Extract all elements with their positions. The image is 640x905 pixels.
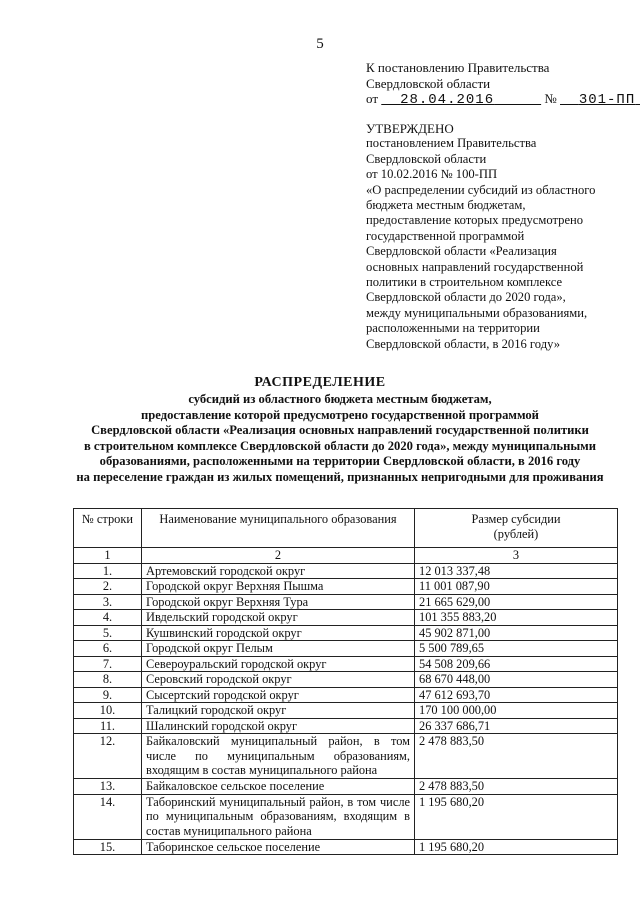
table-row (74, 734, 618, 779)
approved-line: постановлением Правительства (366, 136, 537, 151)
decree-line-1: К постановлению Правительства (366, 60, 550, 75)
subsidy-amount: 54 508 209,66 (415, 656, 618, 672)
row-number: 8. (74, 672, 142, 688)
table-row (74, 625, 618, 641)
approved-line: расположенными на территории (366, 321, 540, 336)
table-row (74, 610, 618, 626)
table-row (74, 563, 618, 579)
row-number: 5. (74, 625, 142, 641)
header-amount-line2: (рублей) (493, 526, 539, 541)
approved-line: основных направлений государственной (366, 259, 584, 274)
distribution-subtitle (60, 392, 620, 485)
subtitle-line: в строительном комплексе Свердловской области до 2020 года», между муниципальными (83, 438, 597, 453)
header-amount-line1: Размер субсидии (471, 512, 561, 526)
table-row (74, 687, 618, 703)
subsidy-amount: 45 902 871,00 (415, 625, 618, 641)
municipality-name: Городской округ Пелым (142, 641, 415, 657)
subsidy-amount: 1 195 680,20 (415, 839, 618, 855)
approved-block (366, 121, 628, 352)
approved-line: Свердловской области до 2020 года», (366, 290, 566, 305)
header-row-number: № строки (74, 509, 142, 548)
approved-line: государственной программой (366, 228, 525, 243)
decree-from-prefix: от (366, 91, 379, 106)
subtitle-line: субсидий из областного бюджета местным бюджетам, (188, 392, 492, 406)
decree-number: 301-ПП (578, 92, 636, 108)
row-number: 9. (74, 687, 142, 703)
subtitle-line: на переселение граждан из жилых помещений, признанных непригодными для проживания (76, 469, 604, 484)
subsidy-amount: 170 100 000,00 (415, 703, 618, 719)
subsidy-amount: 1 195 680,20 (415, 794, 618, 839)
municipality-name: Байкаловское сельское поселение (142, 779, 415, 795)
subsidy-amount: 26 337 686,71 (415, 718, 618, 734)
table-row (74, 718, 618, 734)
table-row (74, 672, 618, 688)
row-number: 12. (74, 734, 142, 779)
row-number: 15. (74, 839, 142, 855)
row-number: 7. (74, 656, 142, 672)
column-number: 1 (74, 548, 142, 564)
approved-line: предоставление которых предусмотрено (366, 213, 584, 228)
column-number: 3 (415, 548, 618, 564)
row-number: 11. (74, 718, 142, 734)
municipality-name: Городской округ Верхняя Тура (142, 594, 415, 610)
decree-line-2: Свердловской области (366, 75, 491, 91)
municipality-name: Кушвинский городской округ (142, 625, 415, 641)
approved-line: Свердловской области, в 2016 году» (366, 336, 561, 351)
approved-title: УТВЕРЖДЕНО (366, 121, 454, 136)
row-number: 6. (74, 641, 142, 657)
row-number: 4. (74, 610, 142, 626)
row-number: 1. (74, 563, 142, 579)
approved-line: между муниципальными образованиями, (366, 305, 588, 320)
table-row (74, 656, 618, 672)
page-number: 5 (316, 36, 324, 52)
subsidy-amount: 12 013 337,48 (415, 563, 618, 579)
table-row (74, 641, 618, 657)
municipality-name: Североуральский городской округ (142, 656, 415, 672)
decree-date-number (366, 91, 636, 109)
header-amount (415, 509, 618, 548)
approved-line: политики в строительном комплексе (366, 275, 563, 290)
subsidy-amount: 11 001 087,90 (415, 579, 618, 595)
municipality-name: Таборинский муниципальный район, в том числе по муниципальным образованиям, входящим в состав муниципального района (142, 794, 415, 839)
subsidy-amount: 2 478 883,50 (415, 779, 618, 795)
table-header-row (74, 509, 618, 548)
municipality-name: Талицкий городской округ (142, 703, 415, 719)
subsidy-amount: 68 670 448,00 (415, 672, 618, 688)
subtitle-line: предоставление которой предусмотрено государственной программой (141, 407, 539, 422)
approved-line: Свердловской области (366, 151, 487, 166)
row-number: 14. (74, 794, 142, 839)
table-row (74, 779, 618, 795)
subsidy-table (73, 508, 618, 855)
decree-date: 28.04.2016 (400, 92, 495, 108)
row-number: 3. (74, 594, 142, 610)
municipality-name: Ивдельский городской округ (142, 610, 415, 626)
row-number: 2. (74, 579, 142, 595)
table-row (74, 579, 618, 595)
approved-line: от 10.02.2016 № 100-ПП (366, 167, 498, 182)
table-row (74, 839, 618, 855)
table-row (74, 594, 618, 610)
header-municipality: Наименование муниципального образования (142, 509, 415, 548)
approved-line: «О распределении субсидий из областного (366, 182, 596, 197)
subsidy-amount: 101 355 883,20 (415, 610, 618, 626)
decree-reference (366, 60, 636, 109)
subtitle-line: образованиями, расположенными на территории Свердловской области, в 2016 году (99, 454, 581, 468)
municipality-name: Шалинский городской округ (142, 718, 415, 734)
row-number: 13. (74, 779, 142, 795)
municipality-name: Артемовский городской округ (142, 563, 415, 579)
municipality-name: Серовский городской округ (142, 672, 415, 688)
municipality-name: Сысертский городской округ (142, 687, 415, 703)
column-number: 2 (142, 548, 415, 564)
subsidy-amount: 21 665 629,00 (415, 594, 618, 610)
subsidy-amount: 5 500 789,65 (415, 641, 618, 657)
municipality-name: Таборинское сельское поселение (142, 839, 415, 855)
table-row (74, 703, 618, 719)
subsidy-amount: 2 478 883,50 (415, 734, 618, 779)
distribution-title: РАСПРЕДЕЛЕНИЕ (254, 375, 386, 390)
approved-line: бюджета местным бюджетам, (366, 198, 526, 213)
municipality-name: Байкаловский муниципальный район, в том числе по муниципальным образованиям, входящим в состав муниципального района (142, 734, 415, 779)
row-number: 10. (74, 703, 142, 719)
municipality-name: Городской округ Верхняя Пышма (142, 579, 415, 595)
subsidy-amount: 47 612 693,70 (415, 687, 618, 703)
table-row (74, 794, 618, 839)
approved-line: Свердловской области «Реализация (366, 244, 557, 259)
column-numbers-row (74, 548, 618, 564)
decree-number-sign: № (544, 91, 557, 106)
subtitle-line: Свердловской области «Реализация основных направлений государственной политики (91, 423, 589, 437)
